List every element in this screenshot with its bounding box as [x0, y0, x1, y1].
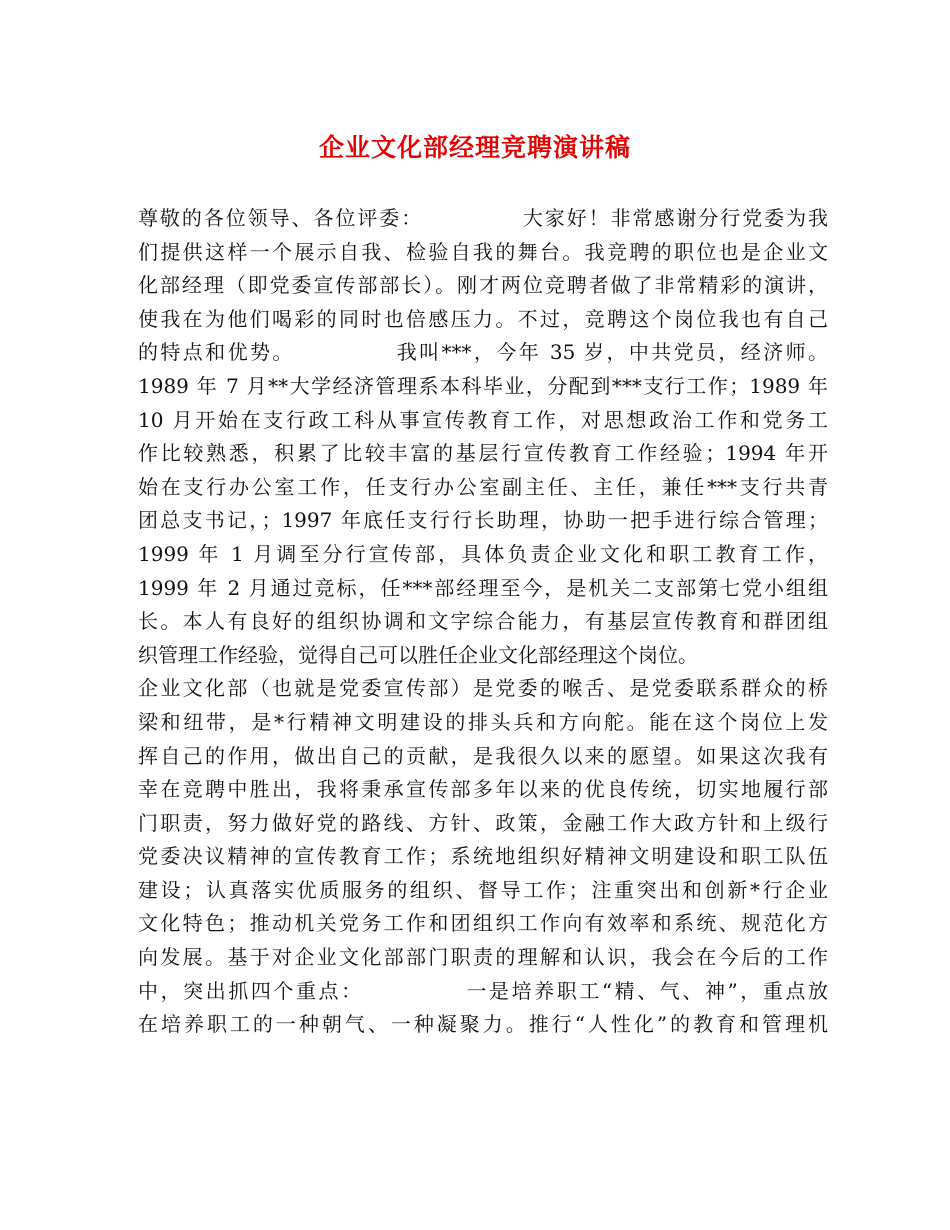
body-line: 向发展。基于对企业文化部部门职责的理解和认识，我会在今后的工作	[138, 945, 828, 970]
body-line: 团总支书记，；1997 年底任支行行长助理，协助一把手进行综合管理；	[138, 508, 828, 533]
body-line: 们提供这样一个展示自我、检验自我的舞台。我竞聘的职位也是企业文	[138, 239, 828, 264]
body-line: 建设；认真落实优质服务的组织、督导工作；注重突出和创新*行企业	[138, 877, 828, 902]
body-line: 中，突出抓四个重点： 一是培养职工“精、气、神”，重点放	[138, 978, 828, 1003]
body-line: 在培养职工的一种朝气、一种凝聚力。推行“人性化”的教育和管理机	[138, 1012, 828, 1037]
body-line: 企业文化部（也就是党委宣传部）是党委的喉舌、是党委联系群众的桥	[138, 676, 828, 701]
body-line: 党委决议精神的宣传教育工作；系统地组织好精神文明建设和职工队伍	[138, 844, 828, 869]
body-line: 化部经理（即党委宣传部部长）。刚才两位竞聘者做了非常精彩的演讲，	[138, 273, 828, 298]
body-line: 梁和纽带，是*行精神文明建设的排头兵和方向舵。能在这个岗位上发	[138, 709, 828, 734]
body-line: 作比较熟悉，积累了比较丰富的基层行宣传教育工作经验；1994 年开	[138, 441, 828, 466]
body-line: 1999 年 2 月通过竞标，任***部经理至今，是机关二支部第七党小组组	[138, 575, 828, 600]
body-line: 1989 年 7 月**大学经济管理系本科毕业，分配到***支行工作；1989 年	[138, 373, 828, 398]
document-title: 企业文化部经理竞聘演讲稿	[318, 133, 631, 162]
body-line: 的特点和优势。 我叫***，今年 35 岁，中共党员，经济师。	[138, 340, 828, 365]
body-line: 长。本人有良好的组织协调和文字综合能力，有基层宣传教育和群团组	[138, 609, 828, 634]
body-line: 幸在竞聘中胜出，我将秉承宣传部多年以来的优良传统，切实地履行部	[138, 777, 828, 802]
body-line: 始在支行办公室工作，任支行办公室副主任、主任，兼任***支行共青	[138, 474, 828, 499]
body-line: 10 月开始在支行政工科从事宣传教育工作，对思想政治工作和党务工	[138, 407, 828, 432]
body-line: 尊敬的各位领导、各位评委： 大家好！非常感谢分行党委为我	[138, 206, 828, 230]
body-line: 文化特色；推动机关党务工作和团组织工作向有效率和系统、规范化方	[138, 911, 828, 936]
body-line: 挥自己的作用，做出自己的贡献，是我很久以来的愿望。如果这次我有	[138, 743, 828, 768]
document-body	[138, 202, 828, 1042]
body-line: 1999 年 1 月调至分行宣传部，具体负责企业文化和职工教育工作，	[138, 541, 828, 566]
body-line: 使我在为他们喝彩的同时也倍感压力。不过，竞聘这个岗位我也有自己	[138, 306, 828, 331]
body-line: 织管理工作经验，觉得自己可以胜任企业文化部经理这个岗位。	[138, 642, 698, 667]
body-line: 门职责，努力做好党的路线、方针、政策，金融工作大政方针和上级行	[138, 810, 828, 835]
